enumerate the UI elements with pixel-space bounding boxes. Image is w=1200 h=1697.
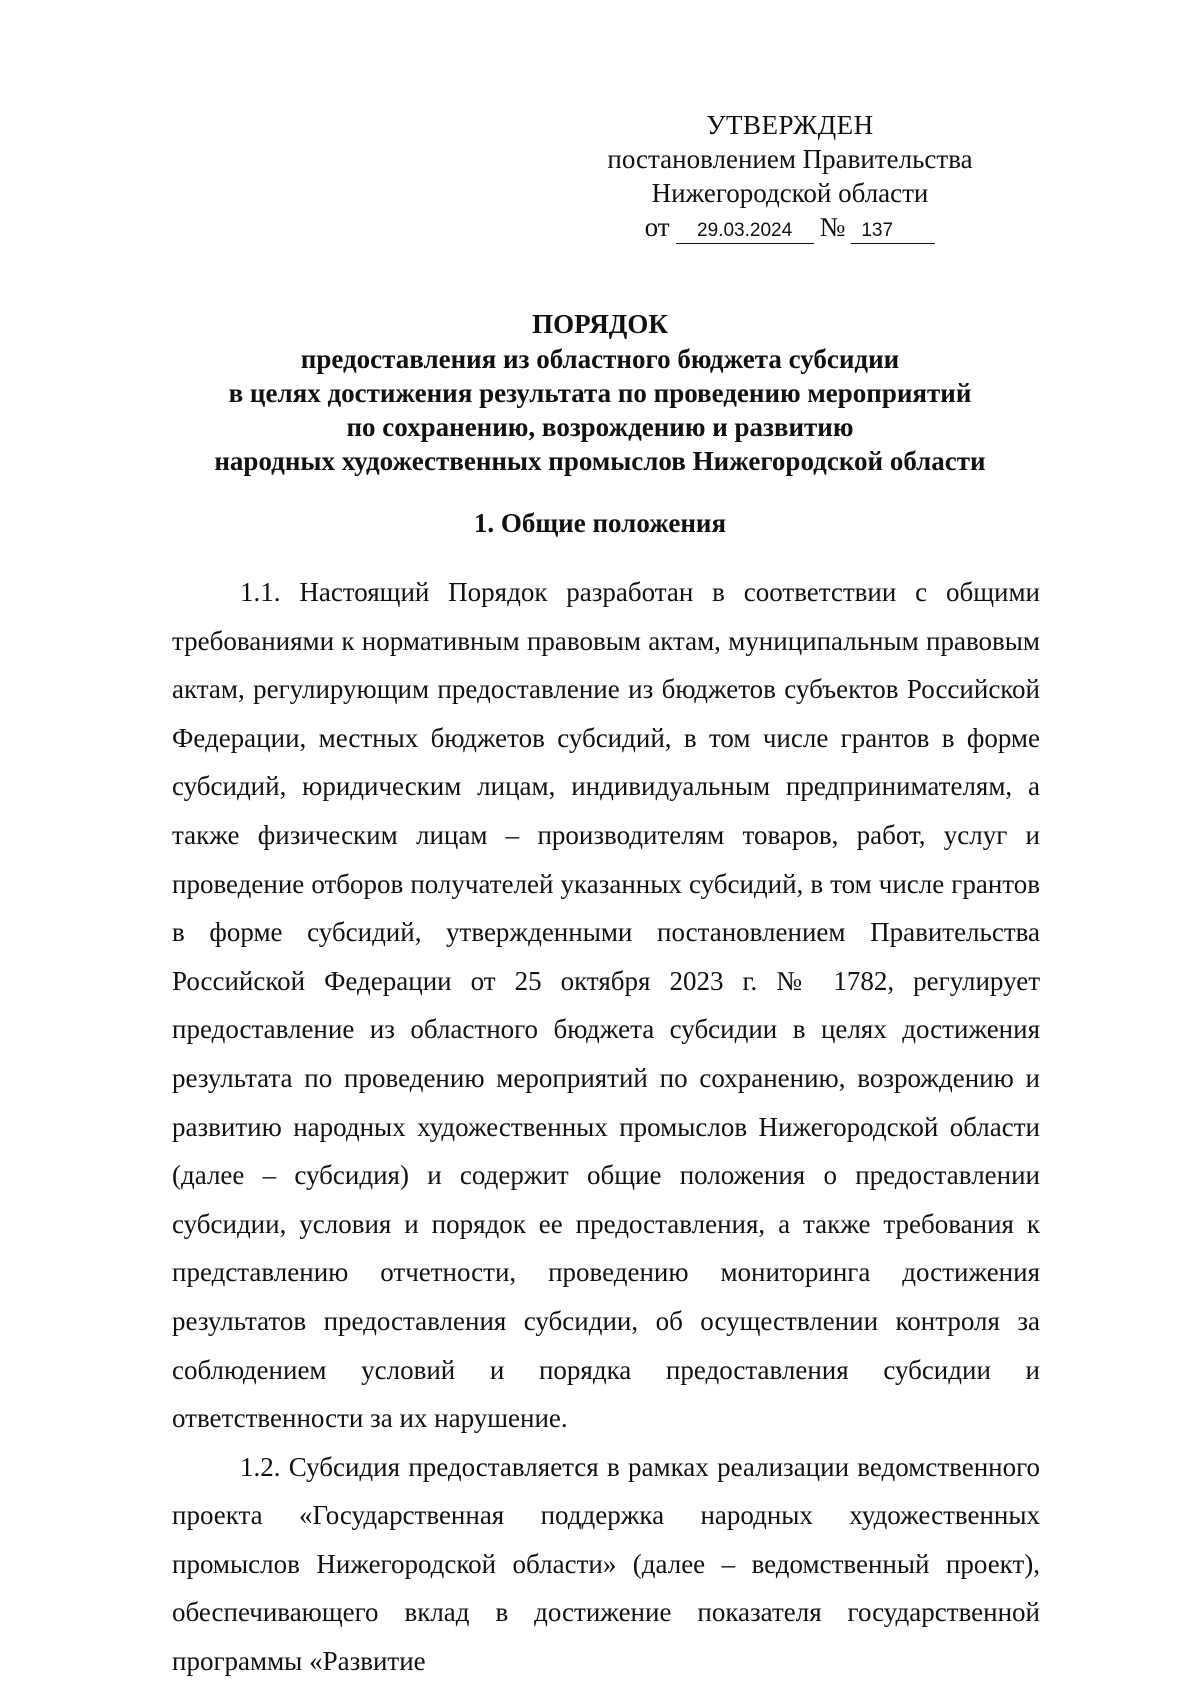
section-heading: 1. Общие положения [473, 508, 727, 538]
title-line-2: в целях достижения результата по проведению мероприятий [228, 378, 972, 408]
date-prefix: от [644, 212, 670, 242]
title-main: ПОРЯДОК [532, 309, 668, 339]
approval-date: 29.03.2024 [676, 219, 814, 244]
approval-stamp [590, 108, 990, 244]
approval-heading: УТВЕРЖДЕН [706, 110, 874, 140]
title-line-1: предоставления из областного бюджета субсидии [300, 344, 900, 374]
title-line-3: по сохранению, возрождению и развитию [346, 412, 854, 442]
paragraph-1-2: 1.2. Субсидия предоставляется в рамках реализации ведомственного проекта «Государственная поддержка народных художественных промыслов Нижегородской области» (далее – ведомственный проект), обеспечивающего вклад в достижение показателя государственной программы «Развитие [172, 1451, 1040, 1677]
paragraph-1-1: 1.1. Настоящий Порядок разработан в соответствии с общими требованиями к нормативным правовым актам, муниципальным правовым актам, регулирующим предоставление из бюджетов субъектов Российской Федерации, местных бюджетов субсидий, в том числе грантов в форме субсидий, юридическим лицам, индивидуальным предпринимателям, а также физическим лицам – производителям товаров, работ, услуг и проведение отборов получателей указанных субсидий, в том числе грантов в форме субсидий, утвержденными постановлением Правительства Российской Федерации от 25 октября 2023 г. № 1782, регулирует предоставление из областного бюджета субсидии в целях достижения результата по проведению мероприятий по сохранению, возрождению и развитию народных художественных промыслов Нижегородской области (далее – субсидия) и содержит общие положения о предоставлении субсидии, условия и порядок ее предоставления, а также требования к представлению отчетности, проведению мониторинга достижения результатов предоставления субсидии, об осуществлении контроля за соблюдением условий и порядка предоставления субсидии и ответственности за их нарушение. [172, 577, 1040, 1434]
approval-line-1: постановлением Правительства [607, 144, 973, 174]
document-body [172, 568, 1040, 1686]
number-sign: № [819, 212, 846, 242]
title-line-4: народных художественных промыслов Нижегородской области [214, 446, 986, 476]
approval-number: 137 [851, 219, 935, 244]
approval-date-row [645, 210, 936, 244]
document-title [160, 306, 1040, 478]
approval-line-2: Нижегородской области [651, 178, 929, 208]
